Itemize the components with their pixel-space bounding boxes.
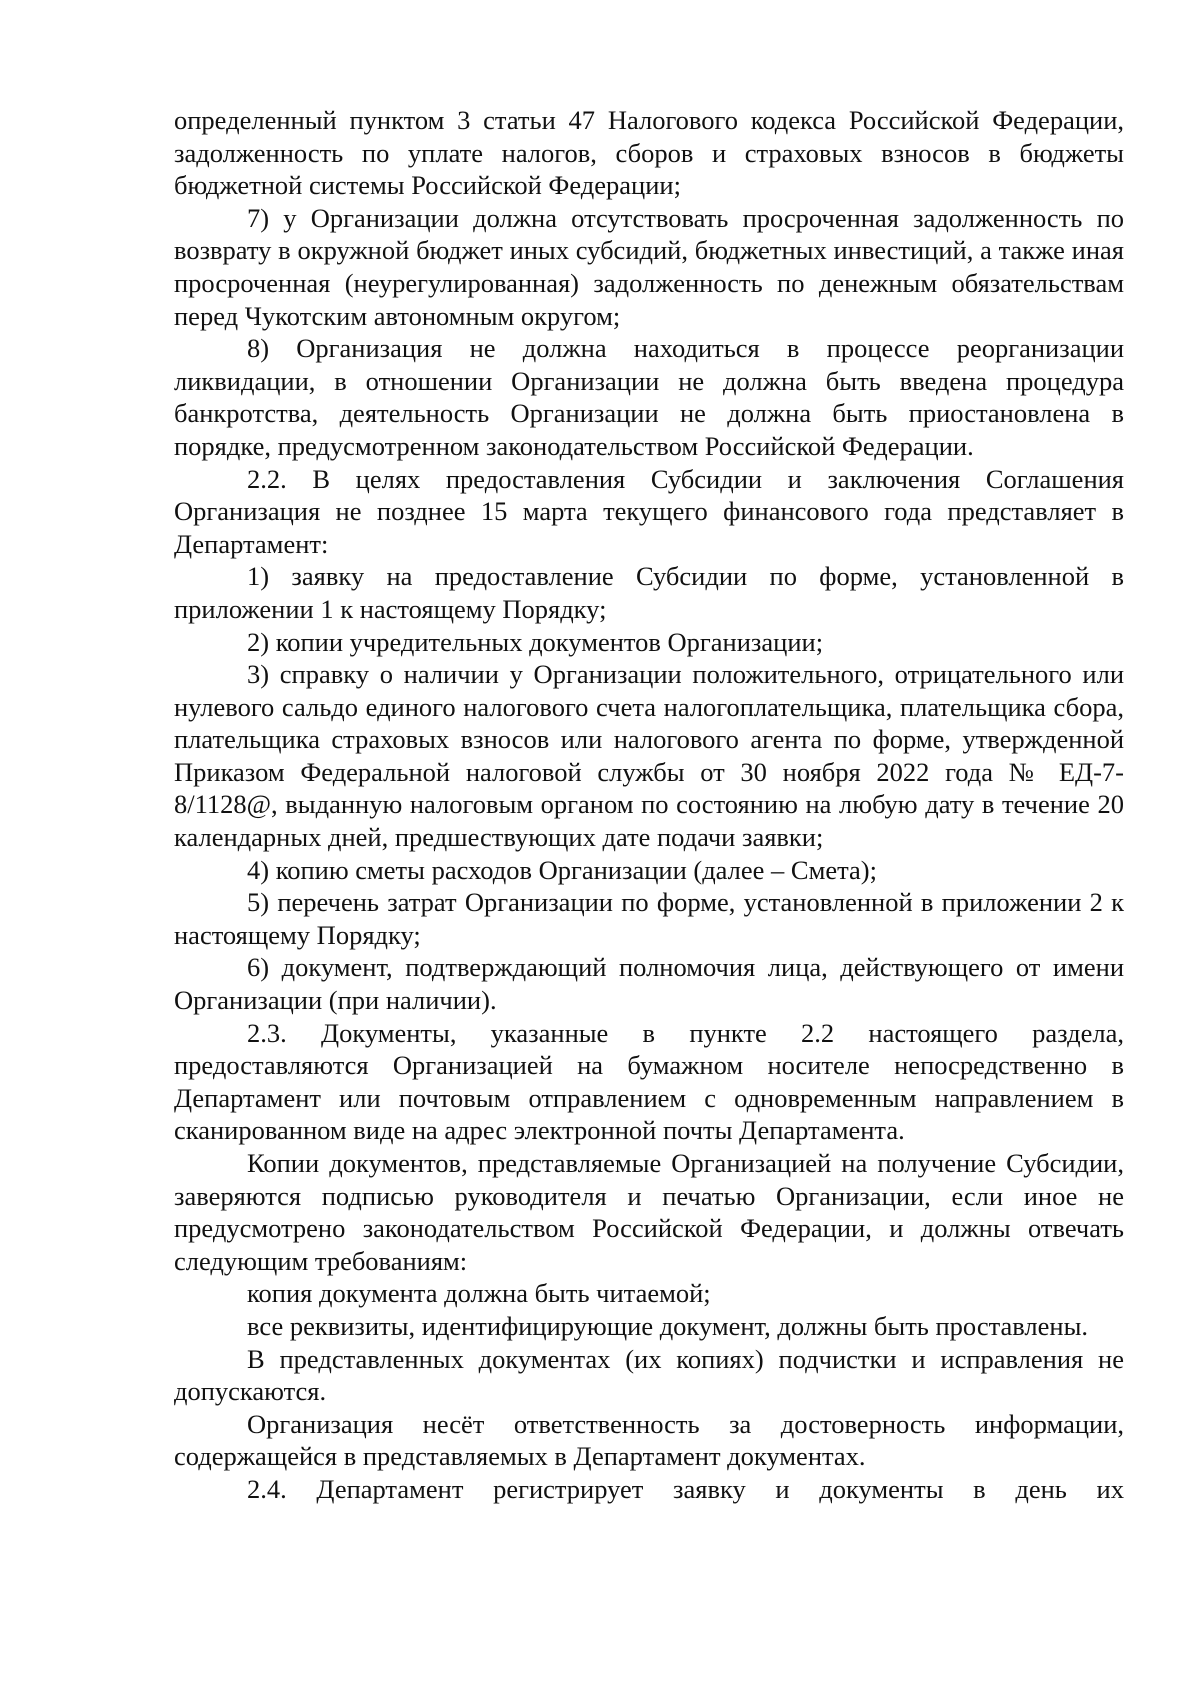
paragraph-responsibility: Организация несёт ответственность за достоверность информации, содержащейся в представляемых в Департамент документах. — [174, 1408, 1124, 1472]
paragraph-requirement-details: все реквизиты, идентифицирующие документ, должны быть проставлены. — [247, 1310, 1089, 1341]
paragraph-item-7: 7) у Организации должна отсутствовать просроченная задолженность по возврату в окружной бюджет иных субсидий, бюджетных инвестиций, а также иная просроченная (неурегулированная) задолженность по денежным обязательствам перед Чукотским автономным округом; — [174, 202, 1124, 331]
paragraph-requirement-readable: копия документа должна быть читаемой; — [247, 1278, 711, 1309]
paragraph-2-2-item-4: 4) копию сметы расходов Организации (далее – Смета); — [247, 854, 877, 885]
paragraph-2-2-item-3: 3) справку о наличии у Организации положительного, отрицательного или нулевого сальдо единого налогового счета налогоплательщика, плательщика сбора, плательщика страховых взносов или налогового агента по форме, утвержденной Приказом Федеральной налоговой службы от 30 ноября 2022 года № ЕД-7-8/1128@, выданную налоговым органом по состоянию на любую дату в течение 20 календарных дней, предшествующих дате подачи заявки; — [174, 659, 1124, 853]
paragraph-item-8: 8) Организация не должна находиться в процессе реорганизации ликвидации, в отношении Организации не должна быть введена процедура банкротства, деятельность Организации не должна быть приостановлена в порядке, предусмотренном законодательством Российской Федерации. — [174, 333, 1124, 461]
paragraph-copies-requirements: Копии документов, представляемые Организацией на получение Субсидии, заверяются подписью руководителя и печатью Организации, если иное не предусмотрено законодательством Российской Федерации, и должны отвечать следующим требованиям: — [174, 1148, 1124, 1276]
paragraph-2-2-item-1: 1) заявку на предоставление Субсидии по форме, установленной в приложении 1 к настоящему Порядку; — [174, 561, 1124, 624]
paragraph-2-2-item-2: 2) копии учредительных документов Организации; — [247, 626, 824, 657]
document-page — [174, 104, 1124, 1506]
paragraph-2-3: 2.3. Документы, указанные в пункте 2.2 настоящего раздела, предоставляются Организацией на бумажном носителе непосредственно в Департамент или почтовым отправлением с одновременным направлением в сканированном виде на адрес электронной почты Департамента. — [174, 1017, 1124, 1146]
paragraph-tax-debt-continuation: определенный пунктом 3 статьи 47 Налогового кодекса Российской Федерации, задолженность по уплате налогов, сборов и страховых взносов в бюджеты бюджетной системы Российской Федерации; — [174, 105, 1124, 201]
paragraph-2-4: 2.4. Департамент регистрирует заявку и документы в день их — [247, 1473, 1124, 1504]
paragraph-no-corrections: В представленных документах (их копиях) подчистки и исправления не допускаются. — [174, 1343, 1124, 1407]
paragraph-2-2-item-5: 5) перечень затрат Организации по форме, установленной в приложении 2 к настоящему Порядку; — [174, 887, 1124, 950]
paragraph-2-2-item-6: 6) документ, подтверждающий полномочия лица, действующего от имени Организации (при наличии). — [174, 952, 1124, 1016]
paragraph-2-2: 2.2. В целях предоставления Субсидии и заключения Соглашения Организация не позднее 15 марта текущего финансового года представляет в Департамент: — [174, 463, 1124, 559]
